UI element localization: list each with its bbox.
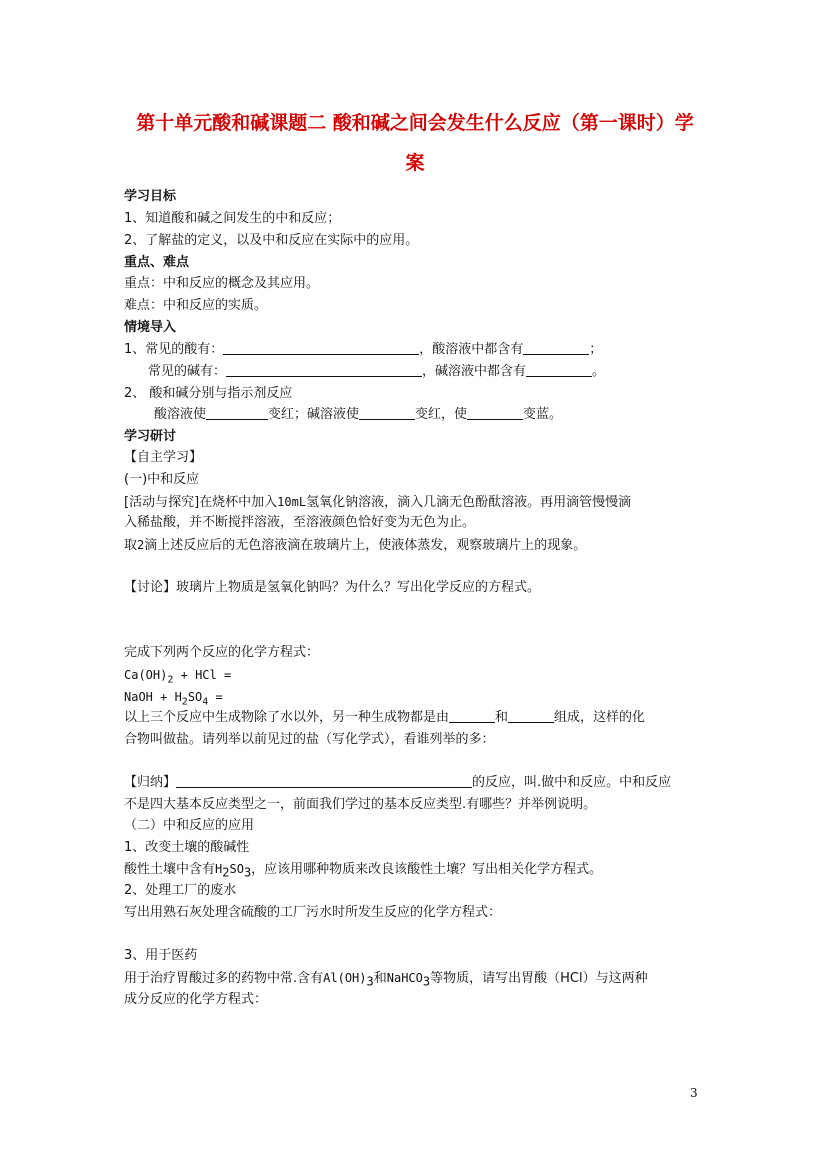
application-heading: （二）中和反应的应用 — [124, 818, 255, 833]
section-neutralization: (一)中和反应 — [124, 472, 200, 487]
application-question-2: 写出用熟石灰处理含硫酸的工厂污水时所发生反应的化学方程式： — [124, 905, 502, 920]
summary-line-2: 不是四大基本反应类型之一，前面我们学过的基本反应类型.有哪些？并举例说明。 — [124, 797, 597, 812]
page-number: 3 — [690, 1086, 698, 1100]
study-heading: 学习研讨 — [124, 429, 177, 444]
goal-item-1: 1、知道酸和碱之间发生的中和反应； — [124, 211, 341, 226]
self-study-label: 【自主学习】 — [124, 450, 203, 465]
answer-blank[interactable] — [449, 708, 495, 723]
intro-question-2: 2、 酸和碱分别与指示剂反应 — [124, 386, 293, 401]
goal-item-2: 2、了解盐的定义，以及中和反应在实际中的应用。 — [124, 233, 419, 248]
complete-equations-prompt: 完成下列两个反应的化学方程式： — [124, 645, 320, 660]
answer-blank[interactable] — [226, 362, 422, 377]
equation-2: NaOH + $H_2SO_4$ = — [124, 690, 223, 708]
document-title-line2: 案 — [405, 152, 425, 174]
application-question-1: 酸性土壤中含有$H_2SO_3$，应该用哪种物质来改良该酸性土壤？写出相关化学方程式。 — [124, 862, 603, 880]
answer-blank[interactable] — [508, 708, 554, 723]
difficult-point: 难点：中和反应的实质。 — [124, 298, 268, 313]
keypoints-heading: 重点、难点 — [124, 255, 190, 270]
activity-line-3: 取2滴上述反应后的无色溶液滴在玻璃片上，使液体蒸发，观察玻璃片上的现象。 — [124, 538, 587, 553]
activity-line-1: [活动与探究]在烧杯中加入10mL氢氧化钠溶液，滴入几滴无色酚酞溶液。再用滴管慢慢滴 — [124, 495, 632, 510]
answer-blank[interactable] — [176, 773, 472, 788]
intro-question-2b: 酸溶液使 变红；碱溶液使 变红，使 变蓝。 — [154, 407, 563, 422]
summary-line-1: 【归纳】 的反应，叫.做中和反应。中和反应 — [124, 775, 672, 790]
intro-heading: 情境导入 — [124, 320, 177, 335]
salt-definition-line-1: 以上三个反应中生成物除了水以外，另一种生成物都是由 和 组成，这样的化 — [124, 710, 646, 725]
key-point: 重点：中和反应的概念及其应用。 — [124, 276, 320, 291]
document-title-line1: 第十单元酸和碱课题二 酸和碱之间会发生什么反应（第一课时）学 — [136, 112, 694, 134]
application-item-3: 3、用于医药 — [124, 948, 198, 963]
salt-definition-line-2: 合物叫做盐。请列举以前见过的盐（写化学式），看谁列举的多： — [124, 732, 495, 747]
application-question-3: 用于治疗胃酸过多的药物中常.含有$Al(OH)_3$和NaHCO$_3$等物质，请写出胃酸（HCl）与这两种 — [124, 971, 648, 989]
answer-blank[interactable] — [206, 405, 268, 420]
application-item-1: 1、改变土壤的酸碱性 — [124, 840, 250, 855]
answer-blank[interactable] — [526, 362, 592, 377]
answer-blank[interactable] — [467, 405, 523, 420]
answer-blank[interactable] — [359, 405, 415, 420]
intro-question-1b: 常见的碱有： ，碱溶液中都含有 。 — [148, 364, 606, 379]
equation-1: $Ca(OH)_2$ + HCl = — [124, 668, 232, 686]
application-item-2: 2、处理工厂的废水 — [124, 883, 237, 898]
discussion-question: 【讨论】玻璃片上物质是氢氧化钠吗？为什么？写出化学反应的方程式。 — [124, 580, 541, 595]
activity-line-2: 入稀盐酸，并不断搅拌溶液，至溶液颜色恰好变为无色为止。 — [124, 515, 476, 530]
application-question-3b: 成分反应的化学方程式： — [124, 992, 268, 1007]
goals-heading: 学习目标 — [124, 189, 177, 204]
answer-blank[interactable] — [523, 340, 589, 355]
intro-question-1: 1、常见的酸有： ，酸溶液中都含有 ； — [124, 342, 603, 357]
answer-blank[interactable] — [223, 340, 419, 355]
